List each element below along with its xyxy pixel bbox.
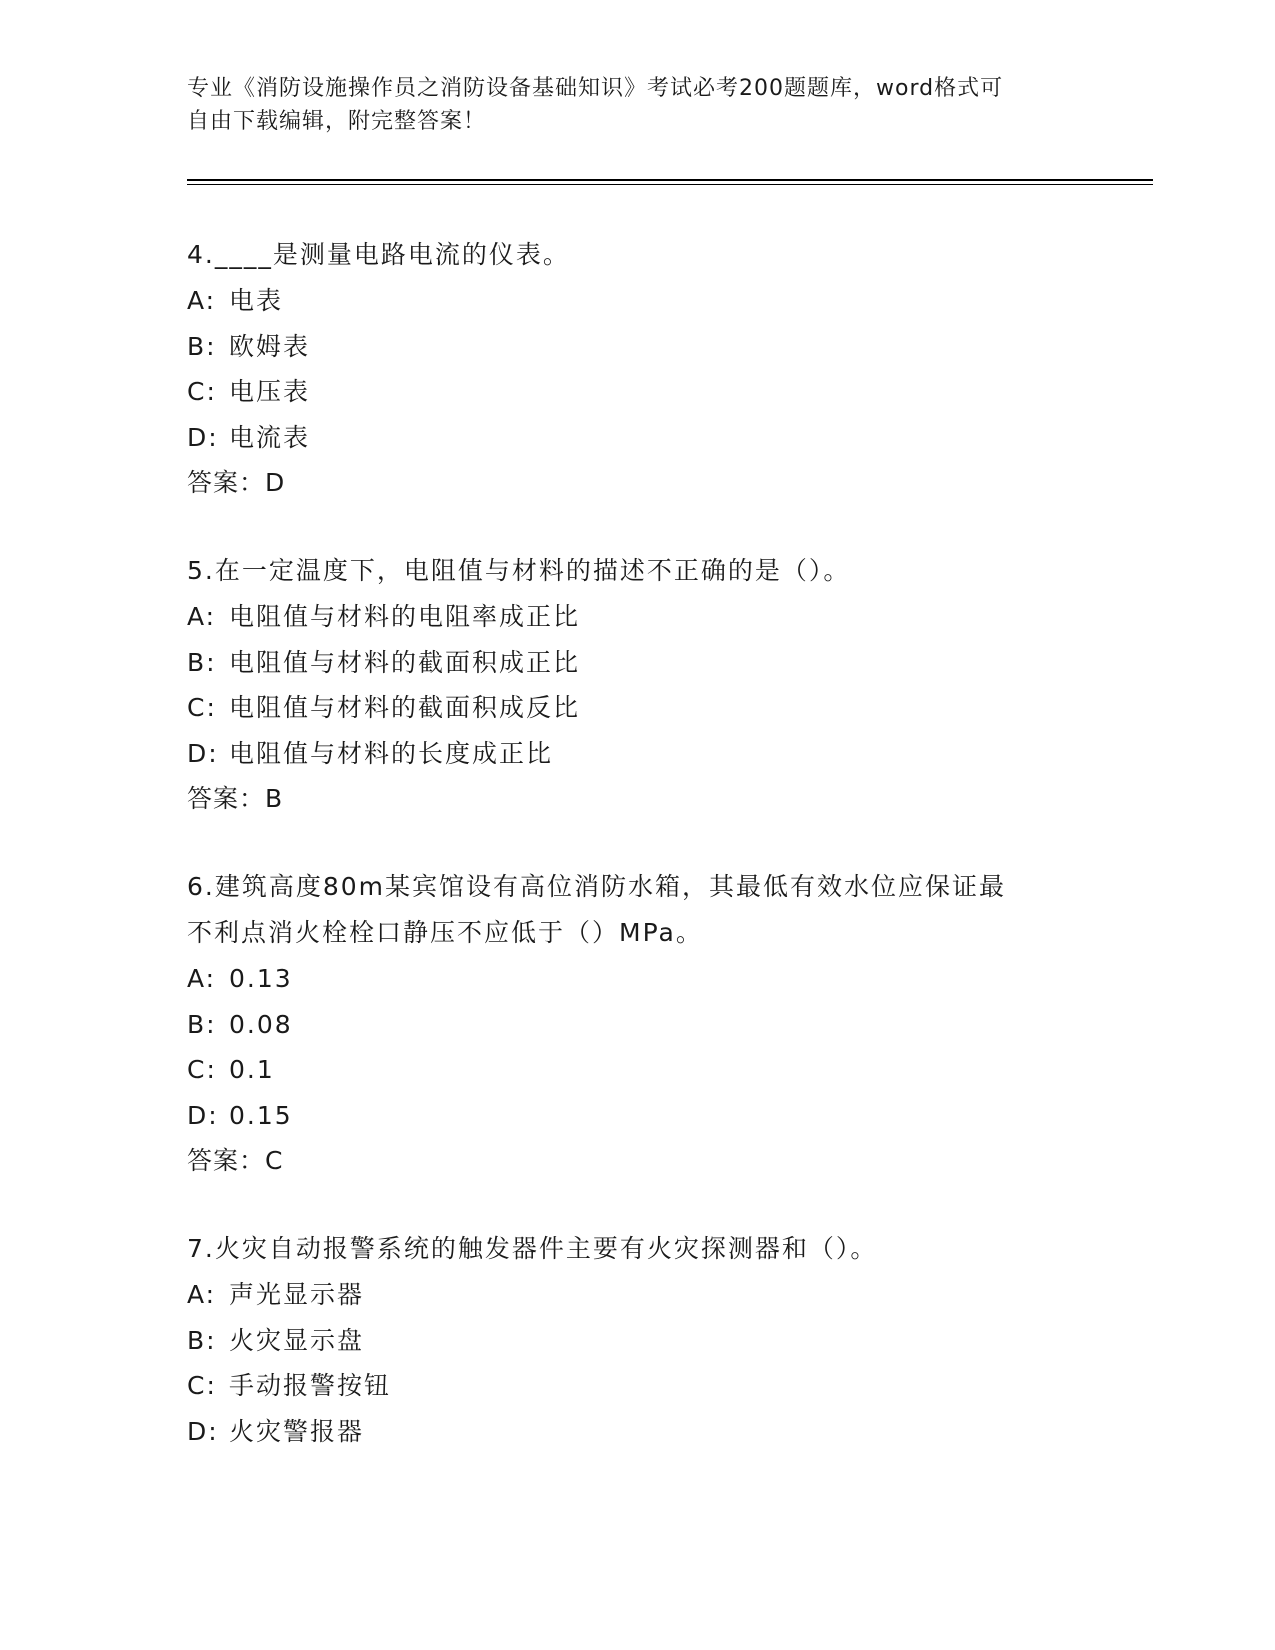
question-stem-line-2: 不利点消火栓栓口静压不应低于（）MPa。 (187, 918, 703, 947)
option-b (187, 1002, 1087, 1048)
option-a (187, 956, 1087, 1002)
option-key: D: (187, 1416, 219, 1446)
option-text: 电阻值与材料的截面积成正比 (229, 647, 581, 677)
question-stem: 5.在一定温度下，电阻值与材料的描述不正确的是（）。 (187, 556, 851, 585)
option-text: 手动报警按钮 (229, 1371, 392, 1400)
option-text: 电阻值与材料的截面积成反比 (229, 693, 581, 722)
option-text: 火灾警报器 (229, 1416, 365, 1446)
option-key: B: (187, 647, 217, 677)
question-stem: 4.____是测量电路电流的仪表。 (187, 240, 570, 269)
option-c (187, 1047, 1087, 1093)
option-text: 0.15 (229, 1100, 293, 1130)
option-text: 电表 (229, 286, 284, 315)
header-line-2: 自由下载编辑，附完整答案！ (187, 109, 487, 134)
option-c (187, 369, 1087, 415)
option-text: 火灾显示盘 (229, 1325, 365, 1355)
option-d (187, 1409, 1087, 1455)
option-text: 0.08 (229, 1009, 293, 1039)
option-c (187, 685, 1087, 731)
option-a (187, 594, 1087, 640)
question-4 (187, 232, 1087, 505)
answer-line: 答案：D (187, 468, 286, 497)
option-key: D: (187, 1100, 219, 1130)
header-divider-top (187, 179, 1153, 181)
option-d (187, 1093, 1087, 1139)
option-key: D: (187, 738, 219, 768)
option-b (187, 640, 1087, 686)
option-key: B: (187, 1009, 217, 1039)
header-divider-bottom (187, 184, 1153, 185)
option-d (187, 731, 1087, 777)
option-key: A: (187, 286, 217, 315)
answer-line: 答案：C (187, 1146, 284, 1175)
option-a (187, 1272, 1087, 1318)
option-key: A: (187, 602, 217, 631)
question-6 (187, 864, 1087, 1183)
option-b (187, 324, 1087, 370)
answer-line: 答案：B (187, 784, 284, 813)
option-text: 0.13 (229, 964, 293, 993)
question-stem: 7.火灾自动报警系统的触发器件主要有火灾探测器和（）。 (187, 1234, 878, 1263)
option-key: C: (187, 693, 217, 722)
option-c (187, 1363, 1087, 1409)
header-line-1: 专业《消防设施操作员之消防设备基础知识》考试必考200题题库，word格式可 (187, 76, 1004, 101)
option-text: 电压表 (229, 377, 311, 406)
option-key: C: (187, 1371, 217, 1400)
question-7 (187, 1226, 1087, 1454)
question-list (187, 232, 1087, 1497)
option-key: C: (187, 1055, 217, 1084)
option-text: 0.1 (229, 1055, 275, 1084)
document-header (187, 72, 1077, 138)
option-text: 电阻值与材料的长度成正比 (229, 738, 554, 768)
option-b (187, 1318, 1087, 1364)
option-d (187, 415, 1087, 461)
option-text: 电流表 (229, 422, 311, 452)
option-key: B: (187, 331, 217, 361)
option-key: A: (187, 964, 217, 993)
option-a (187, 278, 1087, 324)
option-key: B: (187, 1325, 217, 1355)
option-text: 电阻值与材料的电阻率成正比 (229, 602, 581, 631)
option-key: A: (187, 1280, 217, 1309)
option-text: 声光显示器 (229, 1280, 365, 1309)
question-5 (187, 548, 1087, 821)
option-text: 欧姆表 (229, 331, 311, 361)
option-key: C: (187, 377, 217, 406)
question-stem-line-1: 6.建筑高度80m某宾馆设有高位消防水箱，其最低有效水位应保证最 (187, 872, 1007, 901)
option-key: D: (187, 422, 219, 452)
